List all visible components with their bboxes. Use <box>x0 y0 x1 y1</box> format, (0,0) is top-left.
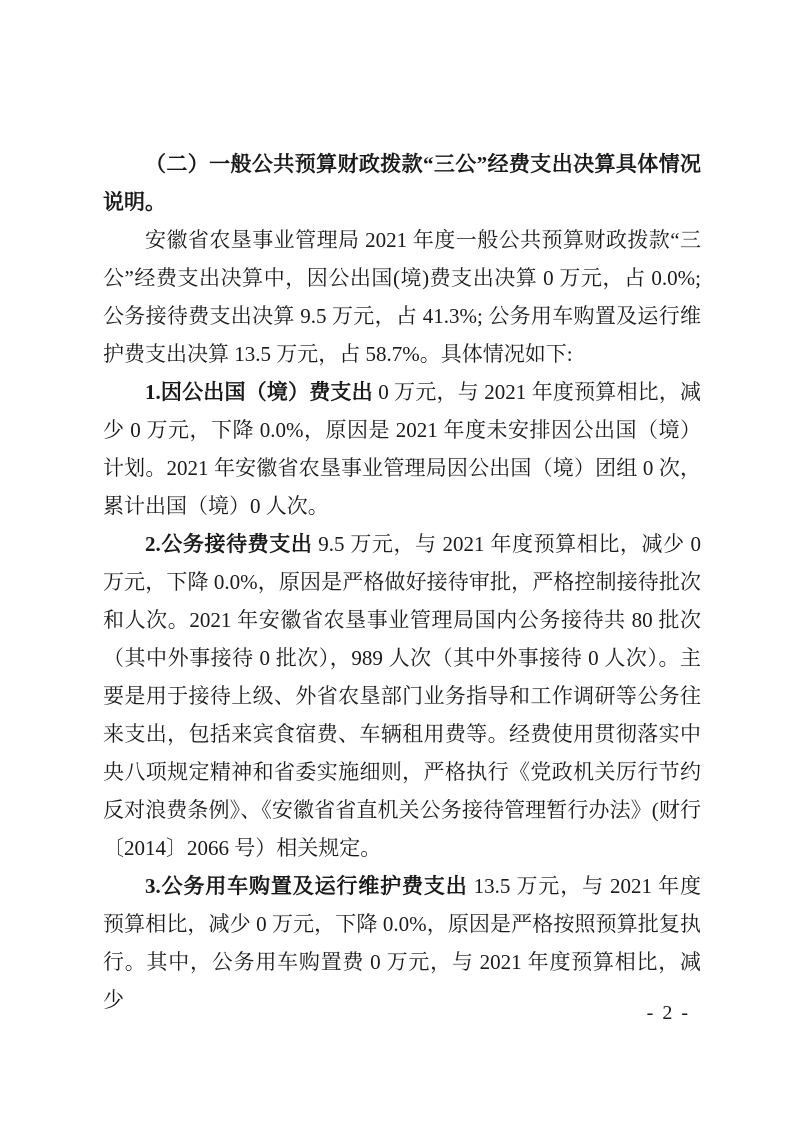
text-run: 9.5 万元，与 2021 年度预算相比，减少 0 万元，下降 0.0%，原因是严格做好接待审批，严格控制接待批次和人次。2021 年安徽省农垦事业管理局国内公务接待共 80 批次（其中外事接待 0 批次），989 人次（其中外事接待 0 人次）。主要是用于接待上级、外省农垦部门业务指导和工作调研等公务往来支出，包括来宾食宿费、车辆租用费等。经费使用贯彻落实中央八项规定精神和省委实施细则，严格执行《党政机关厉行节约反对浪费条例》、《安徽省省直机关公务接待管理暂行办法》(财行〔2014〕2066 号）相关规定。 <box>103 532 702 860</box>
bold-text-run: （二）一般公共预算财政拨款“三公”经费支出决算具体情况说明。 <box>103 152 701 214</box>
item-1-paragraph <box>103 373 701 525</box>
bold-text-run: 1.因公出国（境）费支出 <box>145 380 373 404</box>
text-run: 0 万元，与 2021 年度预算相比，减少 0 万元，下降 0.0%，原因是 2021 年度未安排因公出国（境）计划。2021 年安徽省农垦事业管理局因公出国（境）团组 0 次，累计出国（境）0 人次。 <box>103 380 702 518</box>
text-run: 安徽省农垦事业管理局 2021 年度一般公共预算财政拨款“三公”经费支出决算中，因公出国(境)费支出决算 0 万元，占 0.0%; 公务接待费支出决算 9.5 万元，占 41.3%; 公务用车购置及运行维护费支出决算 13.5 万元，占 58.7%。具体情况如下: <box>103 228 701 366</box>
page-number: - 2 - <box>646 1002 690 1024</box>
intro-paragraph <box>103 221 701 373</box>
bold-text-run: 2.公务接待费支出 <box>145 532 313 556</box>
document-body <box>103 145 701 1019</box>
bold-text-run: 3.公务用车购置及运行维护费支出 <box>145 874 468 898</box>
text-run: 13.5 万元，与 2021 年度预算相比，减少 0 万元，下降 0.0%，原因是严格按照预算批复执行。其中，公务用车购置费 0 万元，与 2021 年度预算相比，减少 <box>103 874 701 1012</box>
item-3-paragraph <box>103 867 701 1019</box>
item-2-paragraph <box>103 525 701 867</box>
section-heading <box>103 145 701 221</box>
